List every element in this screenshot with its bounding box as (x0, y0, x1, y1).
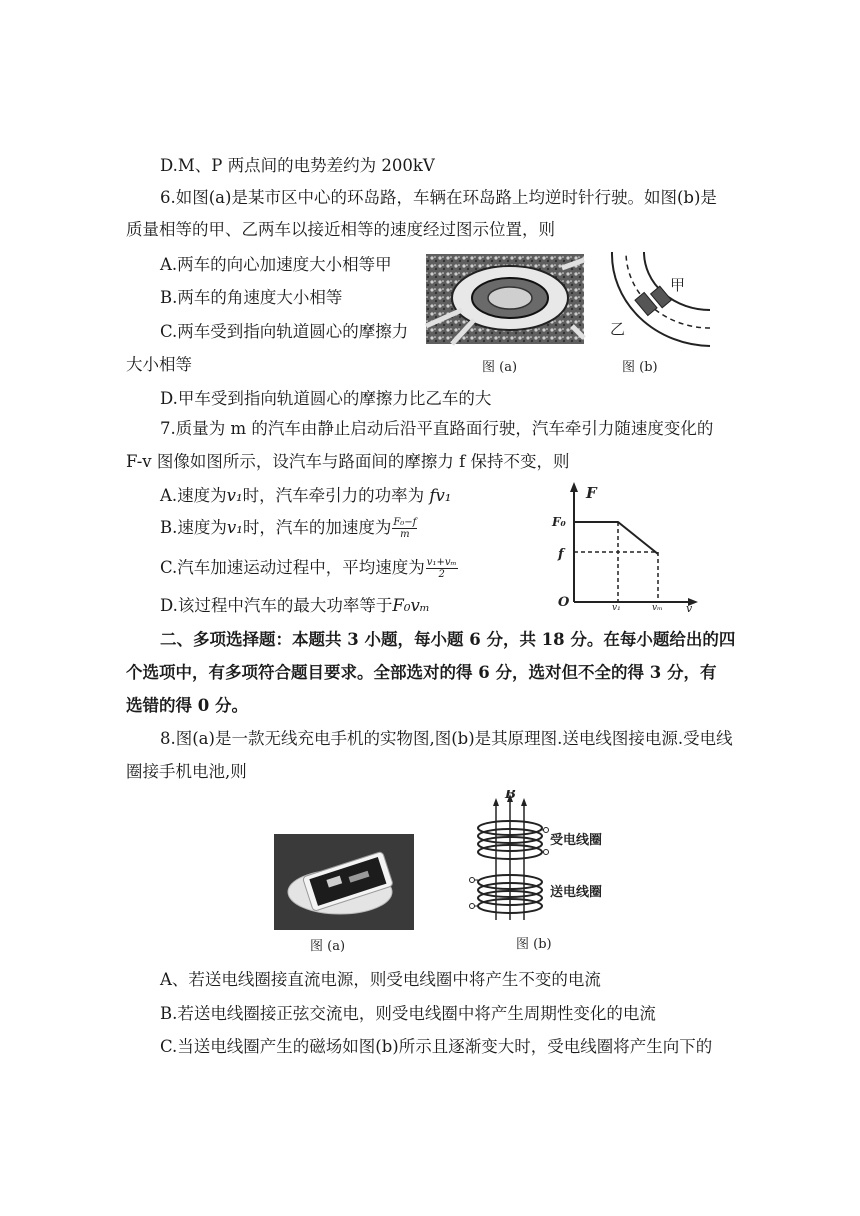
receive-coil-label: 受电线圈 (550, 833, 603, 848)
section2-line3: 选错的得 0 分。 (126, 696, 248, 715)
q6-fig-b-caption: 图 (b) (622, 360, 658, 375)
graph-origin-label: O (558, 595, 570, 610)
q7-option-c-pre: C.汽车加速运动过程中，平均速度为 (160, 558, 425, 577)
q7-option-c (160, 556, 458, 580)
q8-figure-b (462, 790, 622, 962)
q6-figure-b (600, 248, 712, 384)
q7-option-a-val: fv₁ (429, 486, 452, 505)
q8-stem-line1: 8.图(a)是一款无线充电手机的实物图,图(b)是其原理图.送电线图接电源.受电线 (160, 729, 733, 748)
q7-option-a-pre: A.速度为 (160, 486, 227, 505)
q6-fig-a-caption: 图 (a) (482, 360, 518, 375)
q7-option-b-num: F₀−f (393, 517, 417, 528)
q8-option-c: C.当送电线圈产生的磁场如图(b)所示且逐渐变大时，受电线圈将产生向下的 (160, 1037, 713, 1056)
q7-option-d-pre: D.该过程中汽车的最大功率等于 (160, 596, 393, 615)
q6-option-c-line2: 大小相等 (126, 355, 192, 374)
q8-stem-line2: 圈接手机电池,则 (126, 762, 247, 781)
fv-graph-svg (548, 478, 704, 614)
q6-label-yi: 乙 (610, 320, 626, 338)
q7-option-b-den: m (400, 529, 410, 540)
q7-option-b (160, 516, 417, 540)
q7-option-b-pre: B.速度为 (160, 518, 227, 537)
q5-option-d: D.M、P 两点间的电势差约为 200kV (160, 156, 435, 175)
receive-coil (478, 821, 549, 859)
q8-fig-b-caption: 图 (b) (516, 937, 552, 952)
section2-line1: 二、多项选择题：本题共 3 小题，每小题 6 分，共 18 分。在每小题给出的四 (160, 630, 736, 649)
q7-stem-line1: 7.质量为 m 的汽车由静止启动后沿平直路面行驶，汽车牵引力随速度变化的 (160, 419, 714, 438)
q7-fv-graph (548, 478, 704, 618)
q7-option-b-fraction (392, 517, 417, 540)
field-arrow-icon (493, 798, 499, 806)
q7-option-d (160, 594, 430, 618)
send-coil (470, 875, 543, 913)
track-diagram (600, 248, 712, 380)
q6-label-jia: 甲 (670, 276, 686, 294)
wireless-phone-photo (270, 830, 420, 956)
q7-option-c-fraction (426, 557, 458, 580)
graph-y-label: F (586, 484, 597, 502)
q7-option-c-den: 2 (438, 569, 445, 580)
q6-option-a: A.两车的向心加速度大小相等甲 (160, 255, 392, 274)
q7-option-a (160, 484, 451, 508)
q7-stem-line2: F-v 图像如图所示，设汽车与路面间的摩擦力 f 保持不变，则 (126, 452, 570, 471)
graph-v1-label: v₁ (612, 603, 621, 613)
q7-option-c-num: v₁+vₘ (426, 557, 457, 568)
graph-f-label: f (558, 547, 564, 562)
q7-option-a-v1: v₁ (226, 486, 243, 505)
coils-diagram (462, 790, 622, 958)
q6-figure-a (422, 248, 588, 384)
q7-option-b-v1: v₁ (226, 518, 243, 537)
graph-x-label: v (686, 602, 693, 614)
q8-option-a: A、若送电线圈接直流电源，则受电线圈中将产生不变的电流 (160, 970, 601, 989)
q7-option-d-val: F₀vₘ (392, 596, 430, 615)
y-axis-arrow-icon (570, 482, 578, 492)
section2-line2: 个选项中，有多项符合题目要求。全部选对的得 6 分，选对但不全的得 3 分，有 (126, 663, 717, 682)
q7-option-a-mid: 时，汽车牵引力的功率为 (242, 486, 430, 505)
q6-option-b: B.两车的角速度大小相等 (160, 288, 343, 307)
field-arrow-icon (521, 798, 527, 806)
q6-option-d: D.甲车受到指向轨道圆心的摩擦力比乙车的大 (160, 389, 492, 408)
q6-stem-line2: 质量相等的甲、乙两车以接近相等的速度经过图示位置，则 (126, 220, 555, 239)
q7-option-b-mid: 时，汽车的加速度为 (242, 518, 392, 537)
field-b-label: B (505, 790, 516, 802)
q8-figure-a (270, 830, 420, 960)
send-coil-label: 送电线圈 (550, 885, 603, 900)
traction-curve (574, 522, 658, 554)
graph-f0-label: F₀ (552, 515, 566, 529)
q6-stem-line1: 6.如图(a)是某市区中心的环岛路，车辆在环岛路上均逆时针行驶。如图(b)是 (160, 188, 717, 207)
roundabout-photo (422, 248, 588, 380)
q8-option-b: B.若送电线圈接正弦交流电，则受电线圈中将产生周期性变化的电流 (160, 1004, 656, 1023)
graph-vm-label: vₘ (652, 603, 663, 613)
q8-fig-a-caption: 图 (a) (310, 939, 346, 954)
q6-option-c-line1: C.两车受到指向轨道圆心的摩擦力 (160, 322, 409, 341)
